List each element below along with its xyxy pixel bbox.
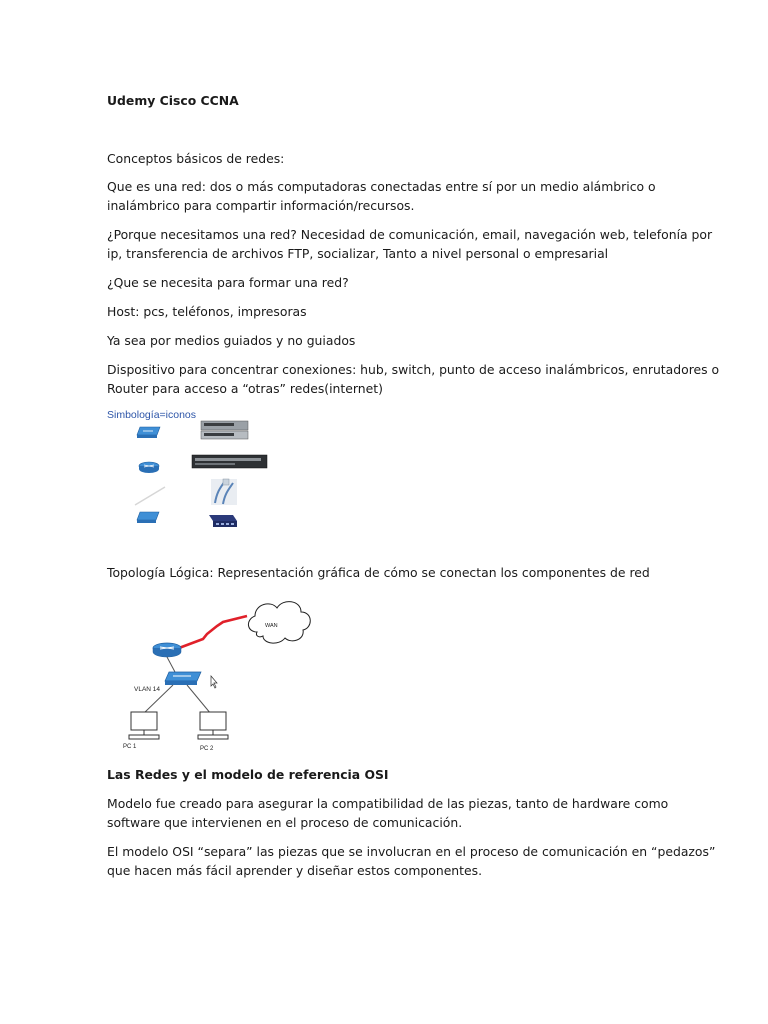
router-icon — [153, 643, 181, 657]
topology-figure — [107, 592, 312, 754]
switch-icon — [137, 427, 160, 438]
paragraph-medios: Ya sea por medios guiados y no guiados — [107, 333, 356, 348]
wan-label: WAN — [265, 623, 278, 629]
paragraph-topologia: Topología Lógica: Representación gráfica de cómo se conectan los componentes de red — [107, 565, 650, 580]
symbology-figure — [107, 407, 272, 529]
paragraph-modelo-line1: Modelo fue creado para asegurar la compatibilidad de las piezas, tanto de hardware como — [107, 796, 669, 811]
router-photo — [192, 455, 267, 468]
symbology-caption: Simbología=iconos — [107, 409, 197, 421]
symbology-svg — [107, 407, 272, 529]
paragraph-modelo-line2: software que intervienen en el proceso de comunicación. — [107, 815, 463, 830]
cable-photo — [211, 479, 237, 505]
cable-icon — [135, 487, 165, 505]
router-icon — [139, 462, 159, 473]
paragraph-dispositivo-line2: Router para acceso a “otras” redes(internet) — [107, 381, 383, 396]
serial-link — [179, 616, 247, 648]
pc2-label: PC 2 — [200, 746, 214, 752]
wan-cloud-icon — [248, 602, 310, 643]
vlan-label: VLAN 14 — [134, 686, 161, 693]
paragraph-conceptos: Conceptos básicos de redes: — [107, 151, 285, 166]
paragraph-que-se-necesita: ¿Que se necesita para formar una red? — [107, 275, 349, 290]
topology-svg — [107, 592, 312, 754]
paragraph-que-es-red-line1: Que es una red: dos o más computadoras conectadas entre sí por un medio alámbrico o — [107, 179, 656, 194]
hub-photo — [209, 515, 237, 527]
paragraph-host: Host: pcs, teléfonos, impresoras — [107, 304, 307, 319]
paragraph-que-es-red-line2: inalámbrico para compartir información/recursos. — [107, 198, 415, 213]
document-title: Udemy Cisco CCNA — [107, 93, 239, 108]
paragraph-osi-separa-line2: que hacen más fácil aprender y diseñar estos componentes. — [107, 863, 483, 878]
paragraph-porque-line1: ¿Porque necesitamos una red? Necesidad de comunicación, email, navegación web, telefonía por — [107, 227, 713, 242]
pc2-icon — [198, 712, 228, 739]
hub-icon — [137, 512, 159, 523]
mouse-cursor-icon — [211, 676, 217, 688]
switch-photo — [201, 421, 248, 439]
pc1-label: PC 1 — [123, 744, 137, 750]
section-heading-osi: Las Redes y el modelo de referencia OSI — [107, 767, 389, 782]
switch-icon — [165, 672, 201, 685]
paragraph-porque-line2: ip, transferencia de archivos FTP, socializar, Tanto a nivel personal o empresarial — [107, 246, 609, 261]
paragraph-dispositivo-line1: Dispositivo para concentrar conexiones: hub, switch, punto de acceso inalámbricos, enrutadores o — [107, 362, 720, 377]
paragraph-osi-separa-line1: El modelo OSI “separa” las piezas que se involucran en el proceso de comunicación en “pedazos” — [107, 844, 716, 859]
pc1-icon — [129, 712, 159, 739]
